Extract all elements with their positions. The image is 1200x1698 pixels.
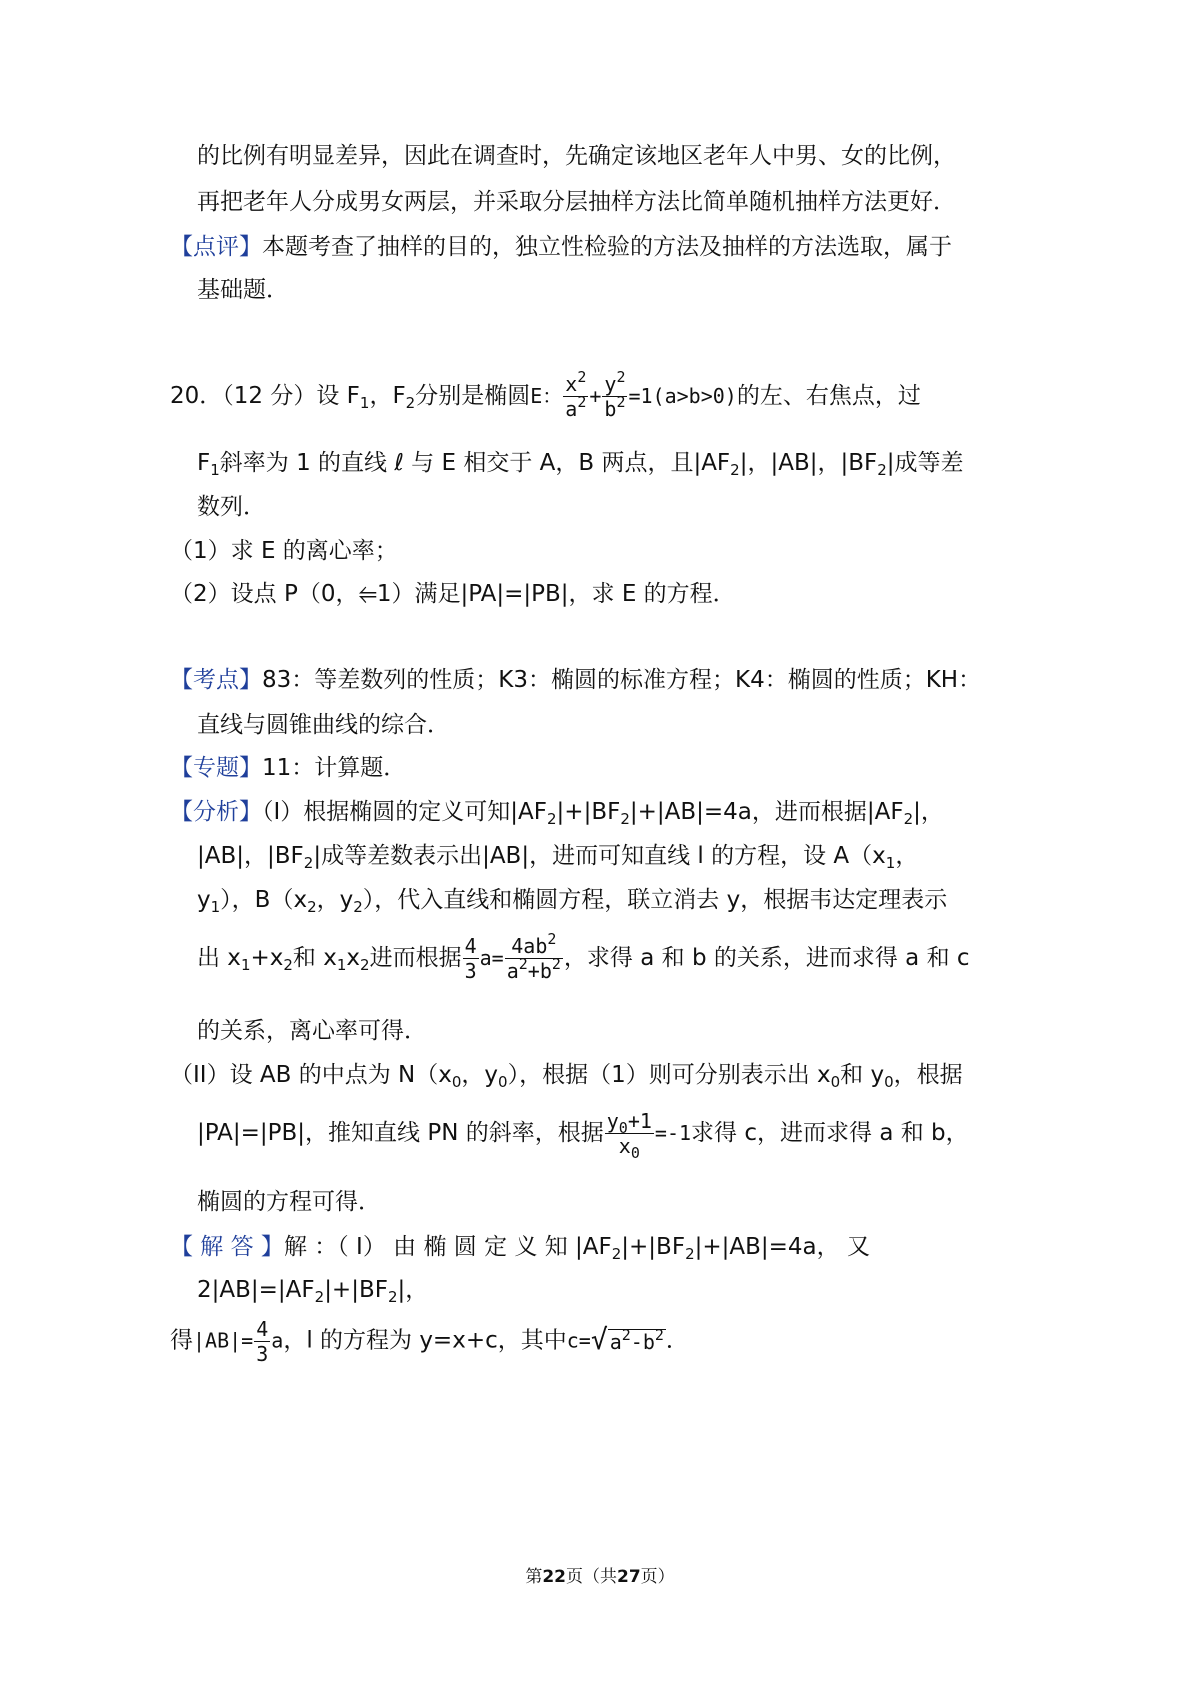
sub-question-2: （2）设点 P（0，⥢1）满足|PA|=|PB|，求 E 的方程．: [170, 581, 736, 607]
fenxi-line: |PA|=|PB|，推知直线 PN 的斜率，根据 $\frac{y_0+1}{x_0}$ =-1求得 c，进而求得 a 和 b，: [197, 1109, 969, 1162]
fraction-y0-x0: $\frac{y_0+1}{x_0}$: [606, 1109, 652, 1162]
question-line: 20．（12 分）设 $F_1$，$F_2$分别是椭圆E： $\frac{x^2}{a^2}$ + $\frac{y^2}{b^2}$ =1(a>b>0)的左、右焦点，过: [170, 368, 921, 421]
sqrt-expression: √ $a^2-b^2$: [590, 1323, 664, 1356]
jieda-line: $2|AB|=|AF_2|+|BF_2|$，: [197, 1277, 429, 1306]
fraction-4-3: $\frac{4}{3}$: [256, 1316, 269, 1366]
text-line: 基础题．: [197, 277, 289, 303]
fenxi-line: 出 $x_1+x_2$和 $x_1x_2$进而根据 $\frac{4}{3}$ a= $\frac{4ab^2}{a^2+b^2}$ ，求得 a 和 b 的关系，进而求得 a 和 c: [197, 930, 970, 983]
fenxi-tag: 【分析】: [170, 799, 262, 825]
jieda-line: 得|AB|= $\frac{4}{3}$ a，l 的方程为 y=x+c，其中c=√ $a^2-b^2$．: [170, 1310, 689, 1370]
fenxi-line: （II）设 AB 的中点为 $N(x_0$，$y_0$），根据（1）则可分别表示出 $x_0$和 $y_0$，根据: [170, 1062, 963, 1091]
fenxi-line: |AB|，$|BF_2|$成等差数表示出|AB|，进而可知直线 l 的方程，设 $A(x_1$，: [197, 843, 919, 872]
fenxi-line: $y_1$），$B(x_2$，$y_2$），代入直线和椭圆方程，联立消去 y，根据韦达定理表示: [197, 887, 948, 916]
fraction-4ab2: $\frac{4ab^2}{a^2+b^2}$: [506, 930, 561, 983]
page-total: 27: [617, 1567, 641, 1587]
jieda-line: 【 解 答 】解 ：（ I） 由 椭 圆 定 义 知 $|AF_2|+|BF_2|+|AB|=4a$， 又: [170, 1234, 870, 1263]
kaodian-line: 【考点】83：等差数列的性质；K3：椭圆的标准方程；K4：椭圆的性质；KH：: [170, 667, 982, 693]
question-line: $F_1$斜率为 1 的直线 ℓ 与 E 相交于 A，B 两点，且$|AF_2|$，|AB|，$|BF_2|$成等差: [197, 450, 964, 479]
text-line: 的关系，离心率可得．: [197, 1018, 427, 1044]
comment-text: 本题考查了抽样的目的，独立性检验的方法及抽样的方法选取，属于: [262, 234, 952, 260]
text-line: 数列．: [197, 494, 266, 520]
fraction-x2-a2: $\frac{x^2}{a^2}$: [565, 368, 587, 421]
text-line: 再把老年人分成男女两层，并采取分层抽样方法比简单随机抽样方法更好．: [197, 189, 956, 215]
fenxi-line: 【分析】（I）根据椭圆的定义可知$|AF_2|+|BF_2|+|AB|=4a$，进而根据$|AF_2|$，: [170, 799, 944, 828]
text-line: 椭圆的方程可得．: [197, 1189, 381, 1215]
comment-tag: 【点评】: [170, 234, 262, 260]
fraction-4-3: $\frac{4}{3}$: [464, 934, 477, 983]
text-line: 直线与圆锥曲线的综合．: [197, 712, 450, 738]
kaodian-tag: 【考点】: [170, 667, 262, 693]
page-footer: 第22页（共27页）: [525, 1567, 675, 1587]
fraction-y2-b2: $\frac{y^2}{b^2}$: [604, 368, 626, 421]
zhuanti-line: 【专题】11：计算题．: [170, 755, 407, 781]
jieda-tag: 【 解 答 】: [170, 1234, 284, 1260]
zhuanti-tag: 【专题】: [170, 755, 262, 781]
comment-line: [170, 232, 952, 262]
sub-question-1: （1）求 E 的离心率；: [170, 538, 398, 564]
text-line: 的比例有明显差异，因此在调查时，先确定该地区老年人中男、女的比例，: [197, 143, 956, 169]
page-number: 22: [542, 1567, 566, 1587]
